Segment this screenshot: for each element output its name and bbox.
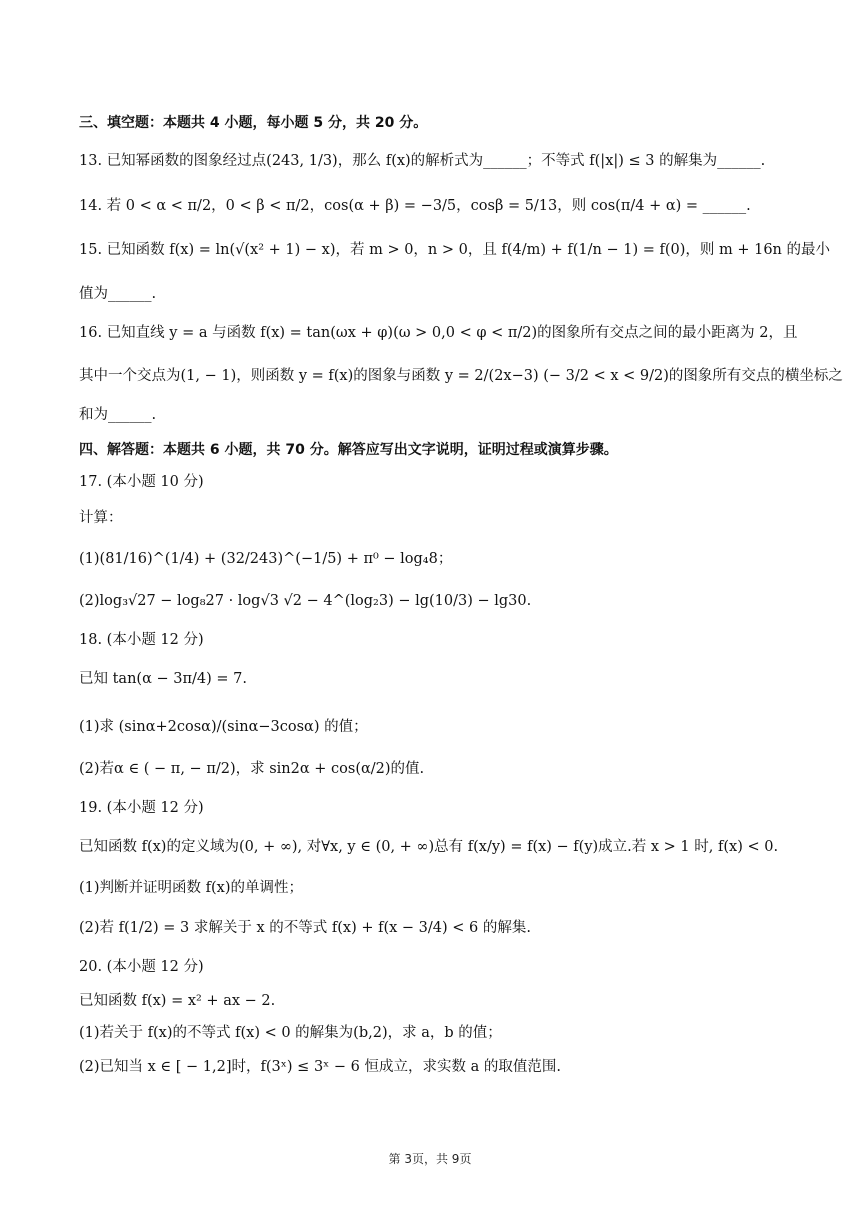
question-16-line-1: 16. 已知直线 y = a 与函数 f(x) = tan(ωx + φ)(ω > 0,0 < φ < π/2)的图象所有交点之间的最小距离为 2，且 bbox=[79, 325, 798, 341]
question-17-intro: 计算： bbox=[79, 510, 123, 526]
question-20-part-1: (1)若关于 f(x)的不等式 f(x) < 0 的解集为(b,2)，求 a，b 的值； bbox=[79, 1025, 502, 1041]
question-16-line-3: 和为______. bbox=[79, 407, 157, 423]
question-19-part-1: (1)判断并证明函数 f(x)的单调性； bbox=[79, 880, 304, 896]
question-18-intro: 已知 tan(α − 3π/4) = 7. bbox=[79, 671, 247, 687]
question-18-part-2: (2)若α ∈ ( − π, − π/2)，求 sin2α + cos(α/2)的值. bbox=[79, 761, 425, 777]
question-15-line-1: 15. 已知函数 f(x) = ln(√(x² + 1) − x)，若 m > 0，n > 0，且 f(4/m) + f(1/n − 1) = f(0)，则 m + 16n 的最小 bbox=[79, 242, 830, 258]
question-17-part-2: (2)log₃√27 − log₈27 · log√3 √2 − 4^(log₂3) − lg(10/3) − lg30. bbox=[79, 593, 532, 609]
question-18-part-1: (1)求 (sinα+2cosα)/(sinα−3cosα) 的值； bbox=[79, 719, 368, 735]
fill-in-section-heading: 三、填空题：本题共 4 小题，每小题 5 分，共 20 分。 bbox=[79, 115, 428, 131]
answer-section-heading: 四、解答题：本题共 6 小题，共 70 分。解答应写出文字说明，证明过程或演算步骤。 bbox=[79, 442, 618, 458]
question-18-title: 18. (本小题 12 分) bbox=[79, 632, 204, 648]
question-19-part-2: (2)若 f(1/2) = 3 求解关于 x 的不等式 f(x) + f(x − 3/4) < 6 的解集. bbox=[79, 920, 531, 936]
question-20-part-2: (2)已知当 x ∈ [ − 1,2]时，f(3ˣ) ≤ 3ˣ − 6 恒成立，求实数 a 的取值范围. bbox=[79, 1059, 561, 1075]
question-14: 14. 若 0 < α < π/2，0 < β < π/2，cos(α + β) = −3/5，cosβ = 5/13，则 cos(π/4 + α) = ______. bbox=[79, 198, 751, 214]
question-13: 13. 已知幂函数的图象经过点(243, 1/3)，那么 f(x)的解析式为______；不等式 f(|x|) ≤ 3 的解集为______. bbox=[79, 153, 766, 169]
question-19-title: 19. (本小题 12 分) bbox=[79, 800, 204, 816]
question-17-part-1: (1)(81/16)^(1/4) + (32/243)^(−1/5) + π⁰ − log₄8； bbox=[79, 551, 453, 567]
question-20-intro: 已知函数 f(x) = x² + ax − 2. bbox=[79, 993, 276, 1009]
question-20-title: 20. (本小题 12 分) bbox=[79, 959, 204, 975]
question-15-line-2: 值为______. bbox=[79, 286, 157, 302]
question-19-intro: 已知函数 f(x)的定义域为(0, + ∞), 对∀x, y ∈ (0, + ∞)总有 f(x/y) = f(x) − f(y)成立.若 x > 1 时, f(x) < 0. bbox=[79, 839, 779, 855]
question-16-line-2: 其中一个交点为(1, − 1)，则函数 y = f(x)的图象与函数 y = 2/(2x−3) (− 3/2 < x < 9/2)的图象所有交点的横坐标之 bbox=[79, 368, 843, 384]
question-17-title: 17. (本小题 10 分) bbox=[79, 474, 204, 490]
page-footer: 第 3页，共 9页 bbox=[388, 1152, 472, 1166]
